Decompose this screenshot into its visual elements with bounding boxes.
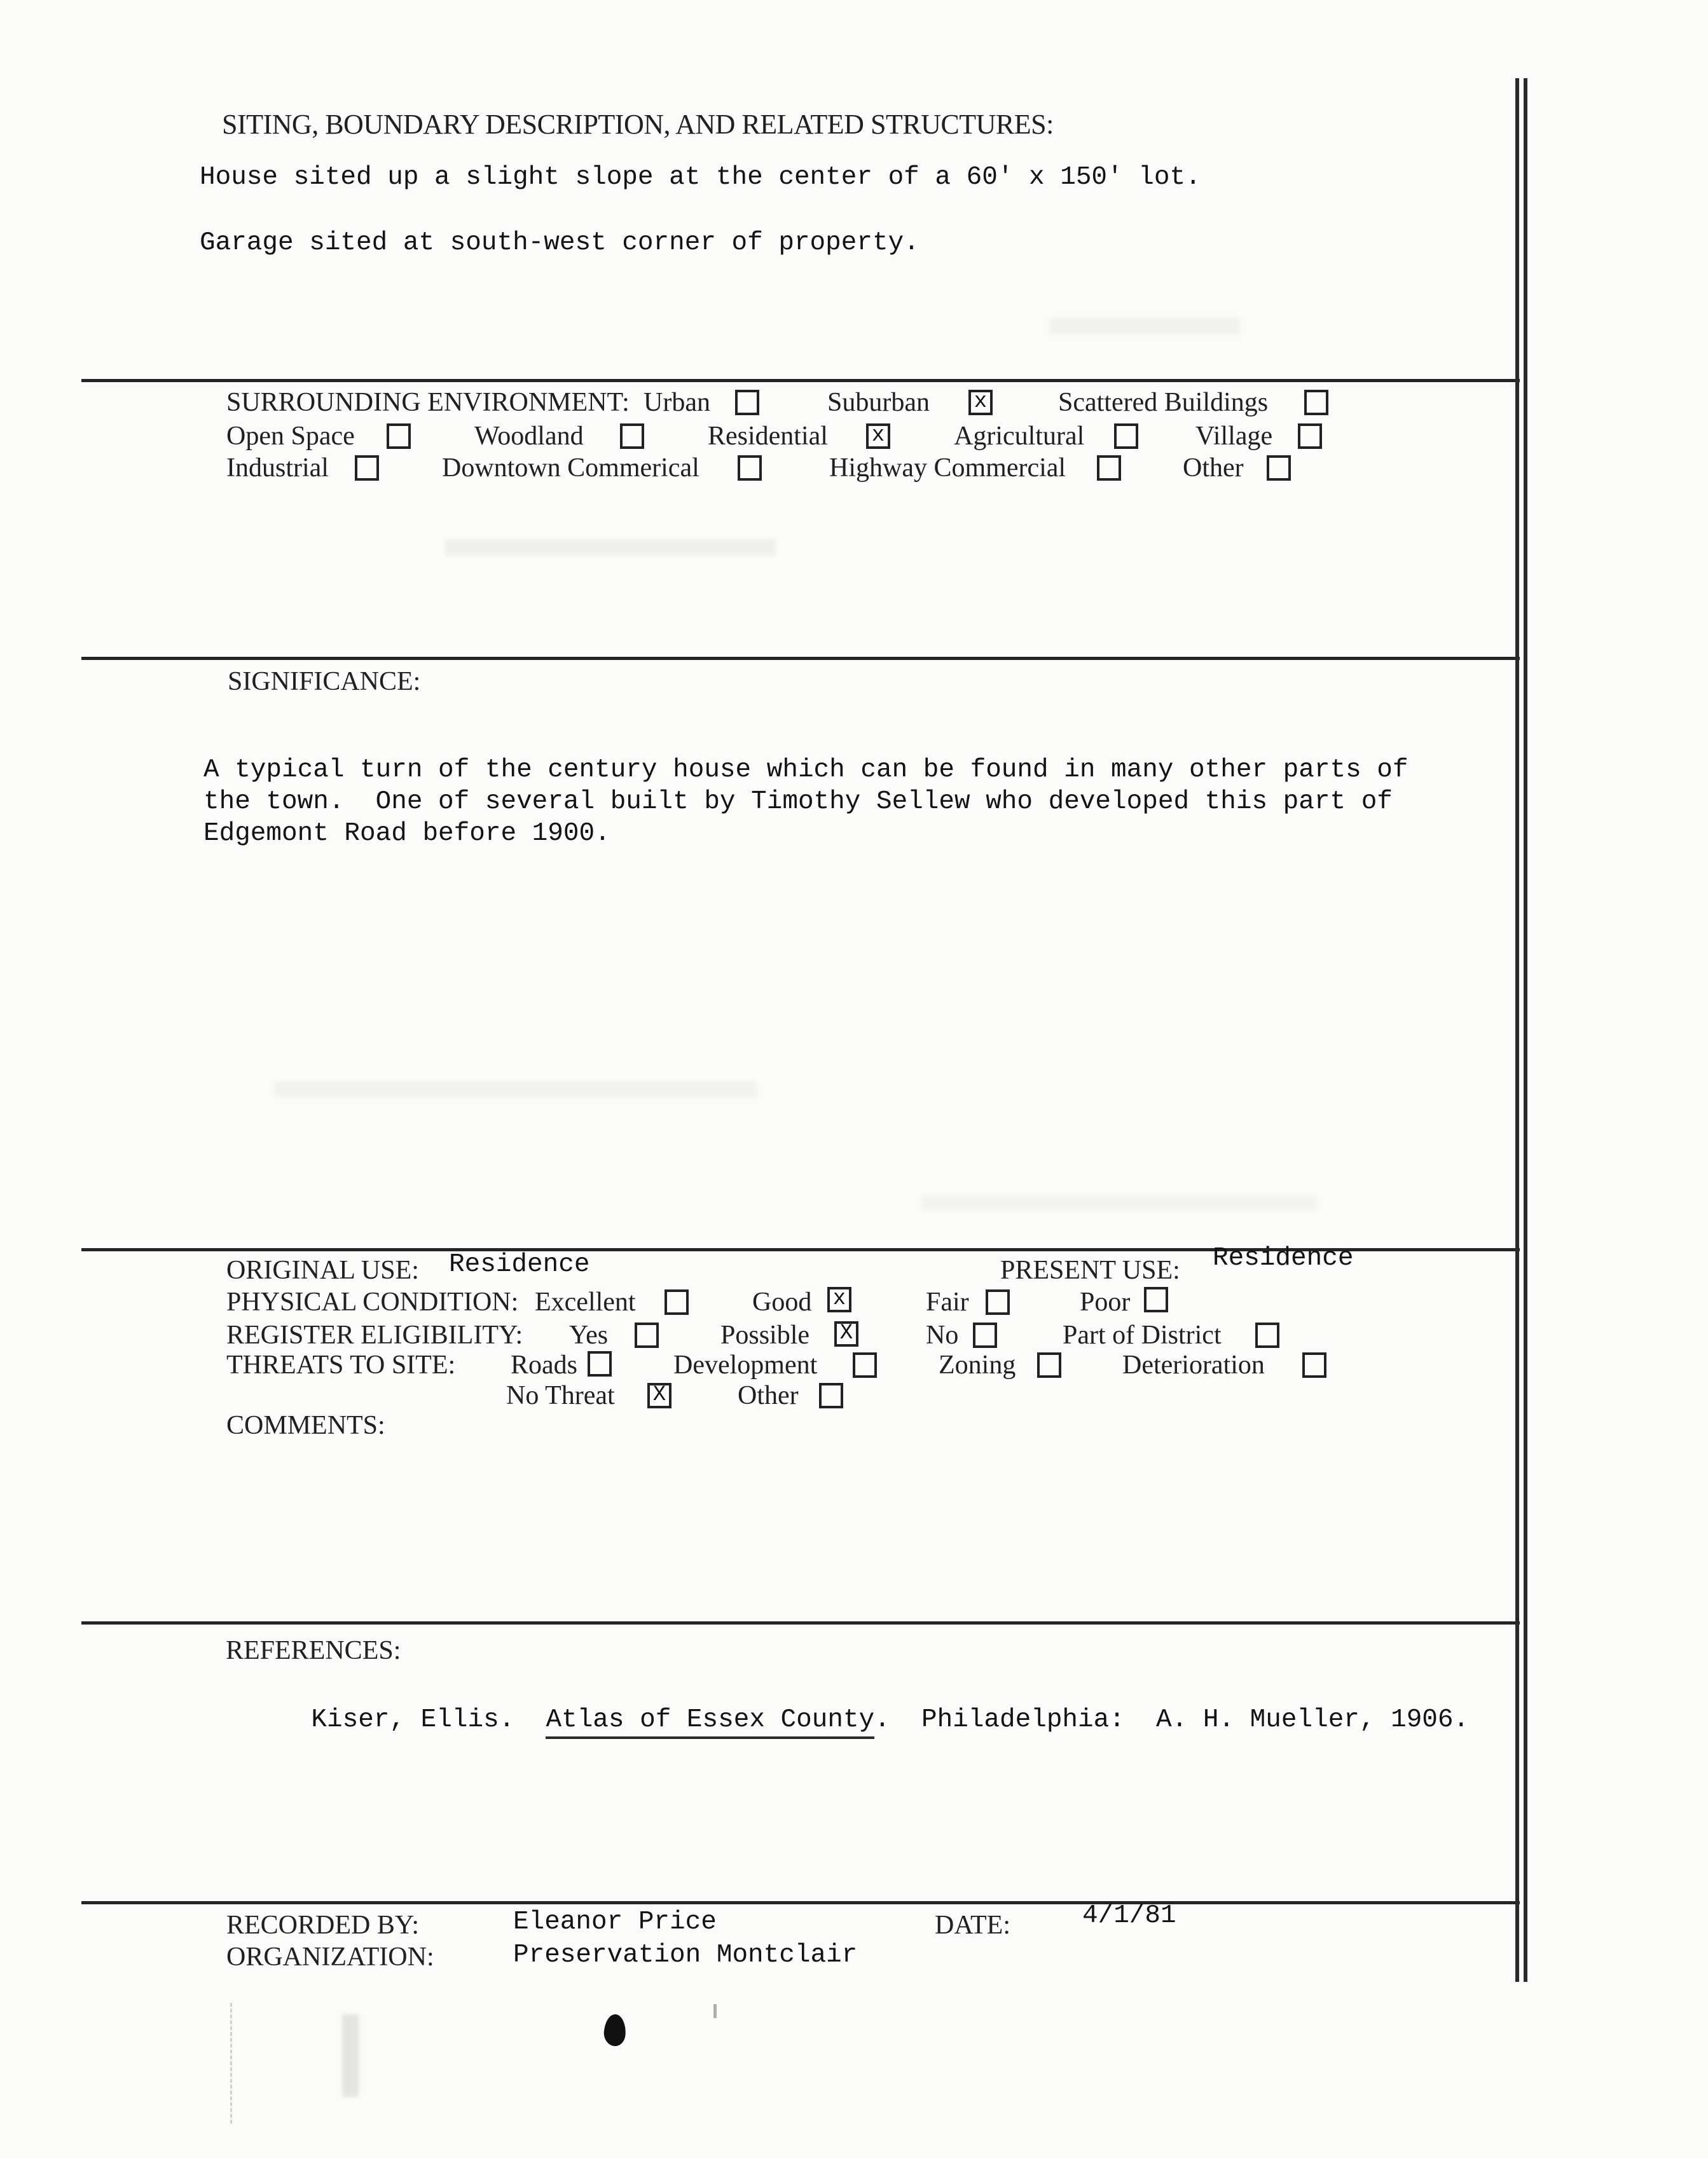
label-downtown-commerical: Downtown Commerical <box>442 453 699 483</box>
label-roads: Roads <box>511 1350 577 1380</box>
section-divider <box>81 1621 1520 1625</box>
checkbox-mark: x <box>832 1287 846 1311</box>
label-development: Development <box>673 1350 818 1380</box>
label-other-threat: Other <box>738 1381 799 1410</box>
checkbox-excellent <box>665 1289 689 1315</box>
label-possible: Possible <box>720 1321 810 1350</box>
label-open-space: Open Space <box>226 422 355 451</box>
recorded-by-value: Eleanor Price <box>513 1907 717 1937</box>
section-divider <box>81 379 1520 382</box>
label-no-threat: No Threat <box>506 1381 615 1410</box>
register-eligibility-label: REGISTER ELIGIBILITY: <box>226 1321 523 1350</box>
checkbox-zoning <box>1037 1352 1061 1378</box>
use-row <box>0 1244 1708 1288</box>
label-no: No <box>926 1321 959 1350</box>
reference-citation-title: Atlas of Essex County <box>546 1705 874 1739</box>
checkbox-no <box>973 1323 997 1348</box>
label-deterioration: Deterioration <box>1122 1350 1265 1380</box>
reference-citation-after: . Philadelphia: A. H. Mueller, 1906. <box>874 1705 1470 1735</box>
checkbox-industrial <box>355 455 379 481</box>
significance-line-2: the town. One of several built by Timothy Sellew who developed this part of <box>203 787 1393 816</box>
significance-paragraph <box>203 754 1408 849</box>
date-value: 4/1/81 <box>1082 1901 1176 1930</box>
checkbox-village <box>1298 423 1322 449</box>
scan-artifact <box>1049 318 1240 334</box>
checkbox-agricultural <box>1114 423 1138 449</box>
label-industrial: Industrial <box>226 453 329 483</box>
significance-line-1: A typical turn of the century house which can be found in many other parts of <box>203 755 1408 785</box>
reference-citation <box>249 1672 1469 1768</box>
label-part-of-district: Part of District <box>1063 1321 1222 1350</box>
label-village: Village <box>1195 422 1273 451</box>
threats-row-2 <box>0 1380 1708 1413</box>
organization-label: ORGANIZATION: <box>226 1942 434 1972</box>
label-woodland: Woodland <box>474 422 584 451</box>
threats-label: THREATS TO SITE: <box>226 1350 456 1380</box>
checkbox-other-environment <box>1267 455 1291 481</box>
label-yes: Yes <box>569 1321 609 1350</box>
checkbox-open-space <box>387 423 411 449</box>
references-label: REFERENCES: <box>226 1636 401 1665</box>
checkbox-mark: X <box>839 1321 853 1345</box>
label-scattered-buildings: Scattered Buildings <box>1058 388 1269 417</box>
ink-blot <box>603 2014 626 2047</box>
eligibility-row <box>0 1320 1708 1353</box>
checkbox-woodland <box>620 423 644 449</box>
date-label: DATE: <box>935 1911 1010 1940</box>
environment-row-1 <box>0 387 1708 420</box>
checkbox-poor <box>1144 1287 1168 1312</box>
checkbox-no-threat <box>647 1383 671 1408</box>
recorded-by-label: RECORDED BY: <box>226 1911 420 1940</box>
siting-line-2: Garage sited at south-west corner of property. <box>200 228 919 258</box>
original-use-value: Residence <box>449 1250 590 1279</box>
present-use-label: PRESENT USE: <box>1000 1256 1180 1285</box>
checkbox-downtown-commerical <box>738 455 762 481</box>
label-poor: Poor <box>1080 1288 1131 1317</box>
checkbox-development <box>853 1352 877 1378</box>
significance-line-3: Edgemont Road before 1900. <box>203 819 610 848</box>
checkbox-scattered-buildings <box>1304 390 1328 415</box>
scan-artifact <box>230 2003 232 2124</box>
condition-row <box>0 1287 1708 1320</box>
label-fair: Fair <box>926 1288 969 1317</box>
organization-row <box>0 1942 1708 1975</box>
page-edge-double-line <box>1515 78 1527 1982</box>
section-divider <box>81 1901 1520 1904</box>
scan-artifact <box>922 1195 1316 1211</box>
label-good: Good <box>752 1288 812 1317</box>
siting-line-1: House sited up a slight slope at the center of a 60' x 150' lot. <box>200 163 1201 192</box>
present-use-value: Residence <box>1213 1244 1354 1273</box>
checkbox-suburban <box>968 390 993 415</box>
significance-label: SIGNIFICANCE: <box>228 667 421 696</box>
checkbox-mark: X <box>652 1383 666 1407</box>
scan-artifact <box>342 2014 359 2097</box>
organization-value: Preservation Montclair <box>513 1941 858 1970</box>
environment-row-3 <box>0 453 1708 486</box>
environment-row-2 <box>0 421 1708 454</box>
label-urban: Urban <box>644 388 710 417</box>
label-agricultural: Agricultural <box>954 422 1085 451</box>
label-residential: Residential <box>708 422 828 451</box>
checkbox-residential <box>866 423 890 449</box>
checkbox-fair <box>986 1289 1010 1315</box>
scan-artifact <box>273 1081 757 1097</box>
label-suburban: Suburban <box>827 388 930 417</box>
checkbox-possible <box>834 1321 858 1347</box>
reference-citation-before: Kiser, Ellis. <box>311 1705 546 1735</box>
checkbox-mark: x <box>974 390 988 414</box>
checkbox-good <box>827 1287 851 1312</box>
checkbox-urban <box>735 390 759 415</box>
checkbox-mark: x <box>871 423 885 448</box>
checkbox-roads <box>588 1351 612 1377</box>
siting-heading: SITING, BOUNDARY DESCRIPTION, AND RELATED STRUCTURES: <box>222 109 1054 140</box>
original-use-label: ORIGINAL USE: <box>226 1256 419 1285</box>
environment-label: SURROUNDING ENVIRONMENT: <box>226 388 630 417</box>
scan-artifact <box>445 539 776 556</box>
threats-row-1 <box>0 1350 1708 1383</box>
comments-label: COMMENTS: <box>226 1411 385 1440</box>
recorded-by-row <box>0 1901 1708 1943</box>
checkbox-highway-commercial <box>1097 455 1121 481</box>
checkbox-deterioration <box>1302 1352 1326 1378</box>
checkbox-other-threat <box>819 1383 843 1408</box>
scan-artifact <box>713 2004 717 2018</box>
physical-condition-label: PHYSICAL CONDITION: <box>226 1288 519 1317</box>
label-other-environment: Other <box>1183 453 1244 483</box>
checkbox-yes <box>635 1323 659 1348</box>
label-zoning: Zoning <box>939 1350 1016 1380</box>
checkbox-part-of-district <box>1255 1323 1279 1348</box>
section-divider <box>81 657 1520 660</box>
label-excellent: Excellent <box>535 1288 636 1317</box>
label-highway-commercial: Highway Commercial <box>829 453 1066 483</box>
